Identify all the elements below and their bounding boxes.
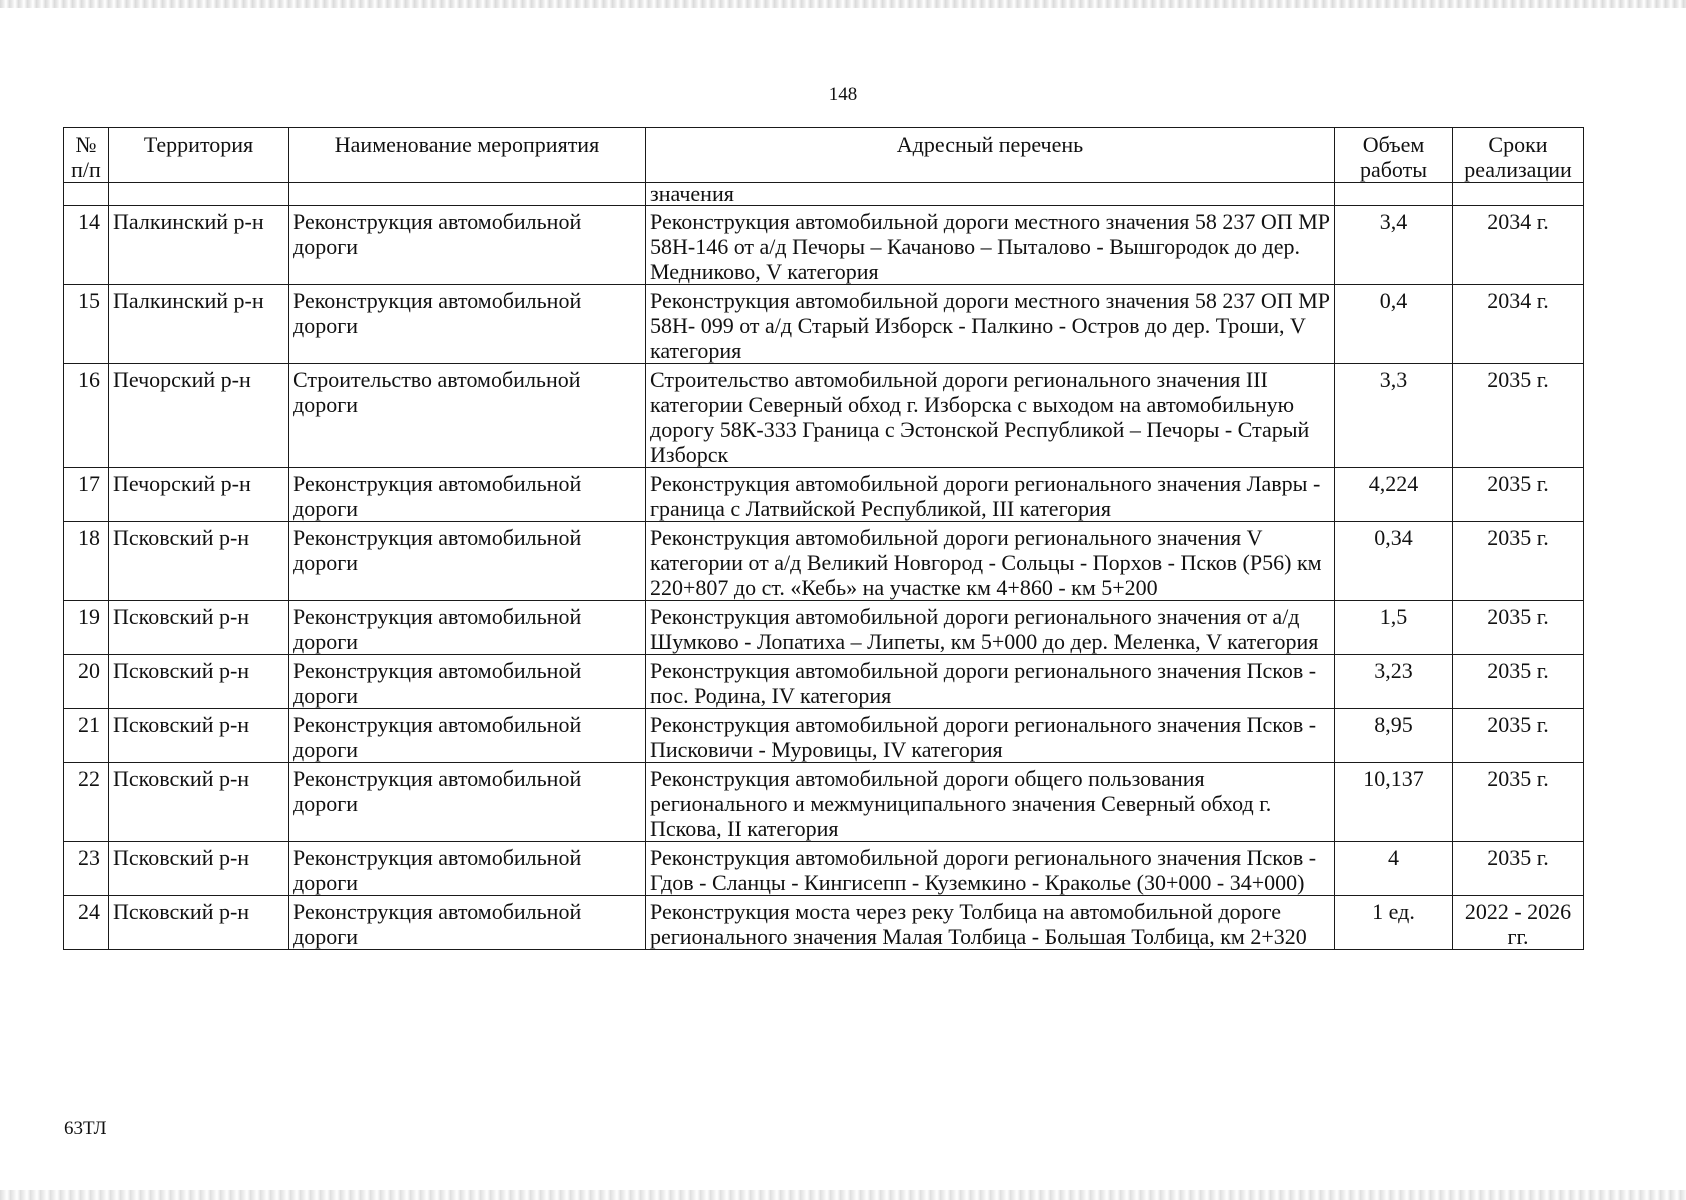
cell-territory: Псковский р-н bbox=[109, 709, 289, 763]
cell-term: 2034 г. bbox=[1453, 285, 1584, 364]
cell-name: Реконструкция автомобильной дороги bbox=[289, 522, 646, 601]
cell-territory: Палкинский р-н bbox=[109, 206, 289, 285]
header-address: Адресный перечень bbox=[646, 128, 1335, 183]
cell-term: 2035 г. bbox=[1453, 364, 1584, 468]
cell-territory bbox=[109, 183, 289, 206]
cell-num: 15 bbox=[64, 285, 109, 364]
cell-num: 24 bbox=[64, 896, 109, 950]
cell-territory: Псковский р-н bbox=[109, 655, 289, 709]
cell-territory: Печорский р-н bbox=[109, 468, 289, 522]
cell-territory: Псковский р-н bbox=[109, 522, 289, 601]
table-row bbox=[64, 601, 1584, 655]
cell-volume: 0,34 bbox=[1335, 522, 1453, 601]
cell-volume: 3,4 bbox=[1335, 206, 1453, 285]
table-row bbox=[64, 655, 1584, 709]
cell-volume: 3,23 bbox=[1335, 655, 1453, 709]
cell-address: Реконструкция автомобильной дороги регионального значения Лавры - граница с Латвийской Республикой, III категория bbox=[646, 468, 1335, 522]
cell-address: Реконструкция автомобильной дороги регионального значения V категории от а/д Великий Новгород - Сольцы - Порхов - Псков (Р56) км 220+807 до ст. «Кебь» на участке км 4+860 - км 5+200 bbox=[646, 522, 1335, 601]
cell-address: Реконструкция автомобильной дороги местного значения 58 237 ОП МР 58Н- 099 от а/д Старый Изборск - Палкино - Остров до дер. Троши, V категория bbox=[646, 285, 1335, 364]
cell-volume bbox=[1335, 183, 1453, 206]
cell-address: значения bbox=[646, 183, 1335, 206]
cell-name: Реконструкция автомобильной дороги bbox=[289, 206, 646, 285]
cell-volume: 1,5 bbox=[1335, 601, 1453, 655]
cell-territory: Палкинский р-н bbox=[109, 285, 289, 364]
cell-term: 2035 г. bbox=[1453, 763, 1584, 842]
cell-address: Реконструкция автомобильной дороги местного значения 58 237 ОП МР 58Н-146 от а/д Печоры – Качаново – Пыталово - Вышгородок до дер. Медниково, V категория bbox=[646, 206, 1335, 285]
cell-term: 2035 г. bbox=[1453, 655, 1584, 709]
cell-term: 2035 г. bbox=[1453, 601, 1584, 655]
cell-num: 22 bbox=[64, 763, 109, 842]
cell-term bbox=[1453, 183, 1584, 206]
table-row bbox=[64, 522, 1584, 601]
header-num: № п/п bbox=[64, 128, 109, 183]
cell-volume: 4,224 bbox=[1335, 468, 1453, 522]
cell-territory: Псковский р-н bbox=[109, 896, 289, 950]
cell-term: 2022 - 2026 гг. bbox=[1453, 896, 1584, 950]
cell-term: 2035 г. bbox=[1453, 709, 1584, 763]
events-table bbox=[63, 127, 1584, 950]
cell-address: Реконструкция моста через реку Толбица на автомобильной дороге регионального значения Малая Толбица - Большая Толбица, км 2+320 bbox=[646, 896, 1335, 950]
cell-address: Реконструкция автомобильной дороги общего пользования регионального и межмуниципального значения Северный обход г. Пскова, II категория bbox=[646, 763, 1335, 842]
table-header-row bbox=[64, 128, 1584, 183]
scan-edge-bottom bbox=[0, 1190, 1686, 1200]
header-territory: Территория bbox=[109, 128, 289, 183]
table-row bbox=[64, 468, 1584, 522]
header-name: Наименование мероприятия bbox=[289, 128, 646, 183]
cell-volume: 8,95 bbox=[1335, 709, 1453, 763]
footer-code: 63ТЛ bbox=[64, 1118, 107, 1139]
cell-address: Реконструкция автомобильной дороги регионального значения Псков - пос. Родина, IV категория bbox=[646, 655, 1335, 709]
cell-num: 18 bbox=[64, 522, 109, 601]
table-row bbox=[64, 709, 1584, 763]
cell-num: 14 bbox=[64, 206, 109, 285]
cell-address: Реконструкция автомобильной дороги регионального значения Псков - Гдов - Сланцы - Кингисепп - Куземкино - Краколье (30+000 - 34+000) bbox=[646, 842, 1335, 896]
cell-num: 16 bbox=[64, 364, 109, 468]
cell-territory: Псковский р-н bbox=[109, 763, 289, 842]
page-number: 148 bbox=[828, 84, 858, 105]
cell-address: Реконструкция автомобильной дороги регионального значения Псков - Писковичи - Муровицы, IV категория bbox=[646, 709, 1335, 763]
cell-territory: Псковский р-н bbox=[109, 601, 289, 655]
cell-term: 2035 г. bbox=[1453, 468, 1584, 522]
cell-term: 2034 г. bbox=[1453, 206, 1584, 285]
table-row bbox=[64, 763, 1584, 842]
cell-name: Реконструкция автомобильной дороги bbox=[289, 709, 646, 763]
cell-name bbox=[289, 183, 646, 206]
cell-num: 21 bbox=[64, 709, 109, 763]
cell-volume: 1 ед. bbox=[1335, 896, 1453, 950]
cell-name: Реконструкция автомобильной дороги bbox=[289, 468, 646, 522]
cell-address: Строительство автомобильной дороги регионального значения III категории Северный обход г. Изборска с выходом на автомобильную дорогу 58К-333 Граница с Эстонской Республикой – Печоры - Старый Изборск bbox=[646, 364, 1335, 468]
cell-name: Реконструкция автомобильной дороги bbox=[289, 842, 646, 896]
cell-volume: 3,3 bbox=[1335, 364, 1453, 468]
cell-name: Строительство автомобильной дороги bbox=[289, 364, 646, 468]
table-body bbox=[64, 183, 1584, 950]
cell-term: 2035 г. bbox=[1453, 842, 1584, 896]
cell-volume: 0,4 bbox=[1335, 285, 1453, 364]
cell-name: Реконструкция автомобильной дороги bbox=[289, 655, 646, 709]
cell-num: 17 bbox=[64, 468, 109, 522]
cell-term: 2035 г. bbox=[1453, 522, 1584, 601]
table-row bbox=[64, 842, 1584, 896]
cell-num: 23 bbox=[64, 842, 109, 896]
table-row bbox=[64, 364, 1584, 468]
cell-name: Реконструкция автомобильной дороги bbox=[289, 763, 646, 842]
cell-address: Реконструкция автомобильной дороги регионального значения от а/д Шумково - Лопатиха – Липеты, км 5+000 до дер. Меленка, V категория bbox=[646, 601, 1335, 655]
header-volume: Объем работы bbox=[1335, 128, 1453, 183]
cell-volume: 10,137 bbox=[1335, 763, 1453, 842]
table-row bbox=[64, 285, 1584, 364]
cell-name: Реконструкция автомобильной дороги bbox=[289, 285, 646, 364]
cell-num: 20 bbox=[64, 655, 109, 709]
cell-territory: Печорский р-н bbox=[109, 364, 289, 468]
table-row-continuation bbox=[64, 183, 1584, 206]
table-row bbox=[64, 896, 1584, 950]
cell-name: Реконструкция автомобильной дороги bbox=[289, 601, 646, 655]
scan-edge-top bbox=[0, 0, 1686, 8]
table-row bbox=[64, 206, 1584, 285]
cell-volume: 4 bbox=[1335, 842, 1453, 896]
cell-name: Реконструкция автомобильной дороги bbox=[289, 896, 646, 950]
cell-num bbox=[64, 183, 109, 206]
cell-territory: Псковский р-н bbox=[109, 842, 289, 896]
header-term: Сроки реализации bbox=[1453, 128, 1584, 183]
cell-num: 19 bbox=[64, 601, 109, 655]
